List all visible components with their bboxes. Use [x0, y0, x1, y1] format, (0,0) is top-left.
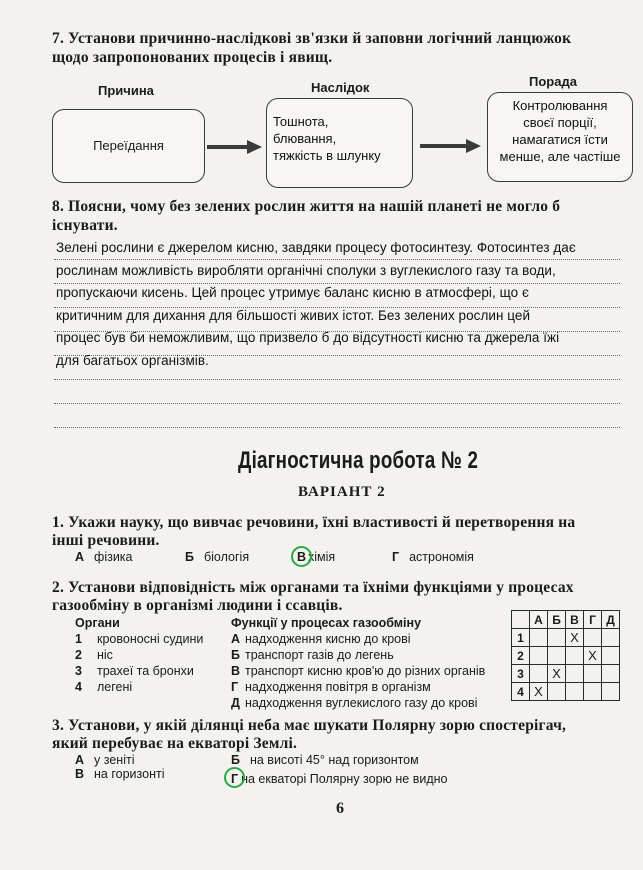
grid-cell[interactable]: [548, 683, 566, 701]
grid-row-header: 1: [512, 629, 530, 647]
q3-text-1: Установи, у якій ділянці неба має шукати Полярну зорю спостерігач,: [68, 717, 567, 734]
grid-cell[interactable]: X: [566, 629, 584, 647]
q1-option-d[interactable]: [392, 550, 474, 564]
q7-number: 7.: [52, 30, 65, 47]
advice-line-2: своєї порції,: [523, 115, 597, 130]
q1-option-letter: А: [75, 550, 85, 564]
q8-answer-line: пропускаючи кисень. Цей процес утримує баланс кисню в атмосфері, що є: [56, 285, 529, 300]
function-text: транспорт газів до легень: [245, 648, 394, 662]
q3-option-a[interactable]: [75, 753, 134, 767]
functions-header: Функції у процесах газообміну: [231, 616, 422, 630]
q3-option-text: на висоті 45° над горизонтом: [249, 753, 419, 767]
answer-grid-row: [512, 647, 620, 665]
organ-item: [75, 663, 203, 679]
q8-answer-line: для багатьох організмів.: [56, 352, 209, 368]
grid-cell[interactable]: X: [530, 683, 548, 701]
q3-option-letter: А: [75, 753, 85, 767]
q3-option-d[interactable]: [231, 772, 448, 786]
q7-text-2: щодо запропонованих процесів і явищ.: [52, 49, 333, 66]
cause-box: [52, 109, 205, 183]
advice-box: [487, 92, 633, 182]
grid-cell[interactable]: [530, 665, 548, 683]
q1-number: 1.: [52, 514, 65, 531]
q1-option-letter: Г: [392, 550, 400, 564]
answer-grid-row: [512, 683, 620, 701]
function-text: надходження кисню до крові: [245, 632, 411, 646]
grid-cell[interactable]: [530, 647, 548, 665]
q3-option-text: на горизонті: [94, 767, 165, 781]
arrow-cause-effect: [207, 137, 263, 157]
organ-text: ніс: [97, 648, 113, 662]
organ-number: 2: [75, 648, 82, 662]
grid-cell[interactable]: [530, 629, 548, 647]
organs-list: [75, 615, 203, 695]
q1-prompt-line1: [52, 513, 575, 532]
q8-answer-line: Зелені рослини є джерелом кисню, завдяки процесу фотосинтезу. Фотосинтез дає: [56, 240, 576, 255]
effect-line-3: тяжкість в шлунку: [273, 148, 381, 163]
q3-number: 3.: [52, 717, 65, 734]
grid-cell[interactable]: [602, 665, 620, 683]
q8-text-1: Поясни, чому без зелених рослин життя на нашій планеті не могло б: [68, 198, 561, 215]
variant-label: ВАРІАНТ 2: [298, 484, 386, 500]
organ-item: [75, 647, 203, 663]
function-letter: А: [231, 632, 241, 646]
q3-option-b[interactable]: [231, 753, 419, 767]
function-text: транспорт кисню кров'ю до різних органів: [245, 664, 486, 678]
q1-option-letter: Б: [185, 550, 194, 564]
advice-line-1: Контролювання: [512, 98, 608, 113]
grid-col-header: А: [530, 611, 548, 629]
function-text: надходження повітря в організм: [245, 680, 431, 694]
q1-option-letter: В: [297, 550, 307, 564]
answer-dotted-line: [54, 379, 620, 380]
functions-list: [231, 615, 485, 711]
q1-option-a[interactable]: [75, 550, 133, 564]
grid-corner: [512, 611, 530, 629]
q3-text-2: який перебуває на екваторі Землі.: [52, 735, 298, 752]
q3-prompt-line1: [52, 716, 566, 735]
grid-cell[interactable]: [566, 683, 584, 701]
organ-number: 3: [75, 664, 82, 678]
answer-grid-row: [512, 629, 620, 647]
grid-cell[interactable]: [602, 683, 620, 701]
q3-option-c[interactable]: [75, 767, 164, 781]
q3-selected-circle: [224, 767, 245, 788]
effect-line-2: блювання,: [273, 131, 337, 146]
grid-cell[interactable]: [602, 647, 620, 665]
header-cause: Причина: [98, 83, 154, 98]
q1-selected-circle: [291, 546, 312, 567]
answer-grid-header: [512, 611, 620, 629]
q3-option-text: на екваторі Полярну зорю не видно: [241, 772, 448, 786]
function-letter: Б: [231, 648, 240, 662]
diagnostic-title: Діагностична робота № 2: [238, 447, 479, 474]
function-letter: В: [231, 664, 241, 678]
grid-col-header: Г: [584, 611, 602, 629]
q1-option-b[interactable]: [185, 550, 249, 564]
grid-cell[interactable]: [548, 647, 566, 665]
answer-grid: [511, 610, 620, 701]
grid-col-header: Д: [602, 611, 620, 629]
q3-option-letter: Г: [231, 772, 239, 786]
grid-cell[interactable]: [566, 665, 584, 683]
grid-cell[interactable]: [584, 665, 602, 683]
grid-cell[interactable]: [548, 629, 566, 647]
q3-option-text: у зеніті: [94, 753, 135, 767]
function-letter: Д: [231, 696, 240, 710]
grid-row-header: 3: [512, 665, 530, 683]
q7-prompt-line1: [52, 29, 571, 48]
answer-dotted-line: [54, 427, 620, 428]
q8-text-2: існувати.: [52, 217, 118, 234]
q3-option-letter: В: [75, 767, 85, 781]
q2-number: 2.: [52, 579, 65, 596]
header-effect: Наслідок: [311, 80, 370, 95]
q2-text-1: Установи відповідність між органами та їхніми функціями у процесах: [68, 579, 574, 596]
grid-cell[interactable]: X: [584, 647, 602, 665]
q8-answer-line: процес був би неможливим, що призвело б до відсутності кисню та джерела їжі: [56, 330, 560, 345]
q7-text-1: Установи причинно-наслідкові зв'язки й заповни логічний ланцюжок: [68, 30, 572, 47]
function-letter: Г: [231, 680, 239, 694]
header-advice: Порада: [529, 74, 577, 89]
grid-col-header: Б: [548, 611, 566, 629]
grid-cell[interactable]: X: [548, 665, 566, 683]
grid-col-header: В: [566, 611, 584, 629]
organ-number: 1: [75, 632, 82, 646]
q8-number: 8.: [52, 198, 65, 215]
q1-option-text: астрономія: [409, 550, 474, 564]
arrow-effect-advice: [420, 136, 482, 156]
grid-cell[interactable]: [584, 683, 602, 701]
q2-text-2: газообміну в організмі людини і ссавців.: [52, 597, 343, 614]
grid-row-header: 4: [512, 683, 530, 701]
organ-text: кровоносні судини: [97, 632, 204, 646]
advice-line-4: менше, але частіше: [499, 149, 621, 164]
q1-text-2: інші речовини.: [52, 532, 160, 549]
organs-header: Органи: [75, 616, 120, 630]
answer-dotted-line: [54, 403, 620, 404]
grid-cell[interactable]: [602, 629, 620, 647]
organ-text: легені: [97, 680, 133, 694]
grid-cell[interactable]: [566, 647, 584, 665]
q8-prompt-line1: [52, 197, 560, 216]
q8-answer: [56, 237, 576, 372]
effect-line-1: Тошнота,: [273, 114, 329, 129]
function-item: [231, 647, 485, 663]
function-item: [231, 695, 485, 711]
effect-box: [266, 98, 413, 188]
organ-item: [75, 679, 203, 695]
organ-text: трахеї та бронхи: [97, 664, 194, 678]
q8-answer-line: рослинам можливість виробляти органічні сполуки з вуглекислого газу та води,: [56, 262, 556, 278]
q1-option-text: фізика: [94, 550, 133, 564]
q2-prompt-line1: [52, 578, 574, 597]
q1-option-text: хімія: [308, 550, 336, 564]
answer-grid-row: [512, 665, 620, 683]
q1-option-text: біологія: [203, 550, 250, 564]
function-item: [231, 679, 485, 695]
q8-answer-line: критичним для дихання для більшості живих істот. Без зелених рослин цей: [56, 307, 531, 323]
organ-number: 4: [75, 680, 82, 694]
page-number: 6: [336, 800, 344, 817]
function-item: [231, 631, 485, 647]
function-item: [231, 663, 485, 679]
function-text: надходження вуглекислого газу до крові: [245, 696, 478, 710]
cause-text: Переїдання: [93, 138, 164, 153]
q3-option-letter: Б: [231, 753, 240, 767]
grid-cell[interactable]: [584, 629, 602, 647]
organ-item: [75, 631, 203, 647]
grid-row-header: 2: [512, 647, 530, 665]
q1-text-1: Укажи науку, що вивчає речовини, їхні властивості й перетворення на: [68, 514, 576, 531]
advice-line-3: намагатися їсти: [512, 132, 608, 147]
